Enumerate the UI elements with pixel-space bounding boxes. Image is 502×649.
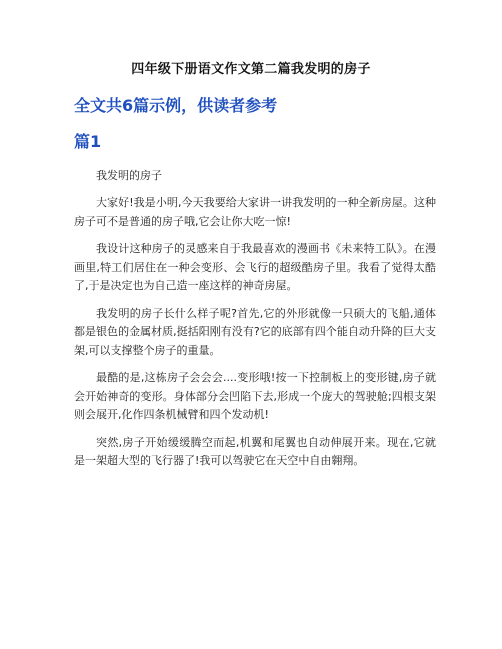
paragraph-1: 大家好!我是小明,今天我要给大家讲一讲我发明的一种全新房屋。这种房子可不是普通的房子哦,它会让你大吃一惊! — [74, 196, 436, 228]
paragraph-4: 最酷的是,这栋房子会会会....变形哦!按一下控制板上的变形键,房子就会开始神奇的变形。身体部分会凹陷下去,形成一个庞大的驾驶舱;四根支架则会展开,化作四条机械臂和四个发动机! — [74, 371, 436, 421]
document-subtitle: 全文共6篇示例，供读者参考 — [74, 96, 278, 115]
paragraph-5: 突然,房子开始缓缓腾空而起,机翼和尾翼也自动伸展开来。现在,它就是一架超大型的飞行器了!我可以驾驶它在天空中自由翱翔。 — [74, 435, 436, 467]
essay-title: 我发明的房子 — [96, 169, 162, 182]
paragraph-3: 我发明的房子长什么样子呢?首先,它的外形就像一只硕大的飞船,通体都是银色的金属材质,挺括阳刚有没有?它的底部有四个能自动升降的巨大支架,可以支撑整个房子的重量。 — [74, 306, 436, 357]
paragraph-2: 我设计这种房子的灵感来自于我最喜欢的漫画书《未来特工队》。在漫画里,特工们居住在一种会变形、会飞行的超级酷房子里。我看了觉得太酷了,于是决定也为自己造一座这样的神奇房屋。 — [74, 242, 436, 292]
document-title: 四年级下册语文作文第二篇我发明的房子 — [131, 62, 371, 77]
section-heading: 篇1 — [74, 132, 102, 151]
